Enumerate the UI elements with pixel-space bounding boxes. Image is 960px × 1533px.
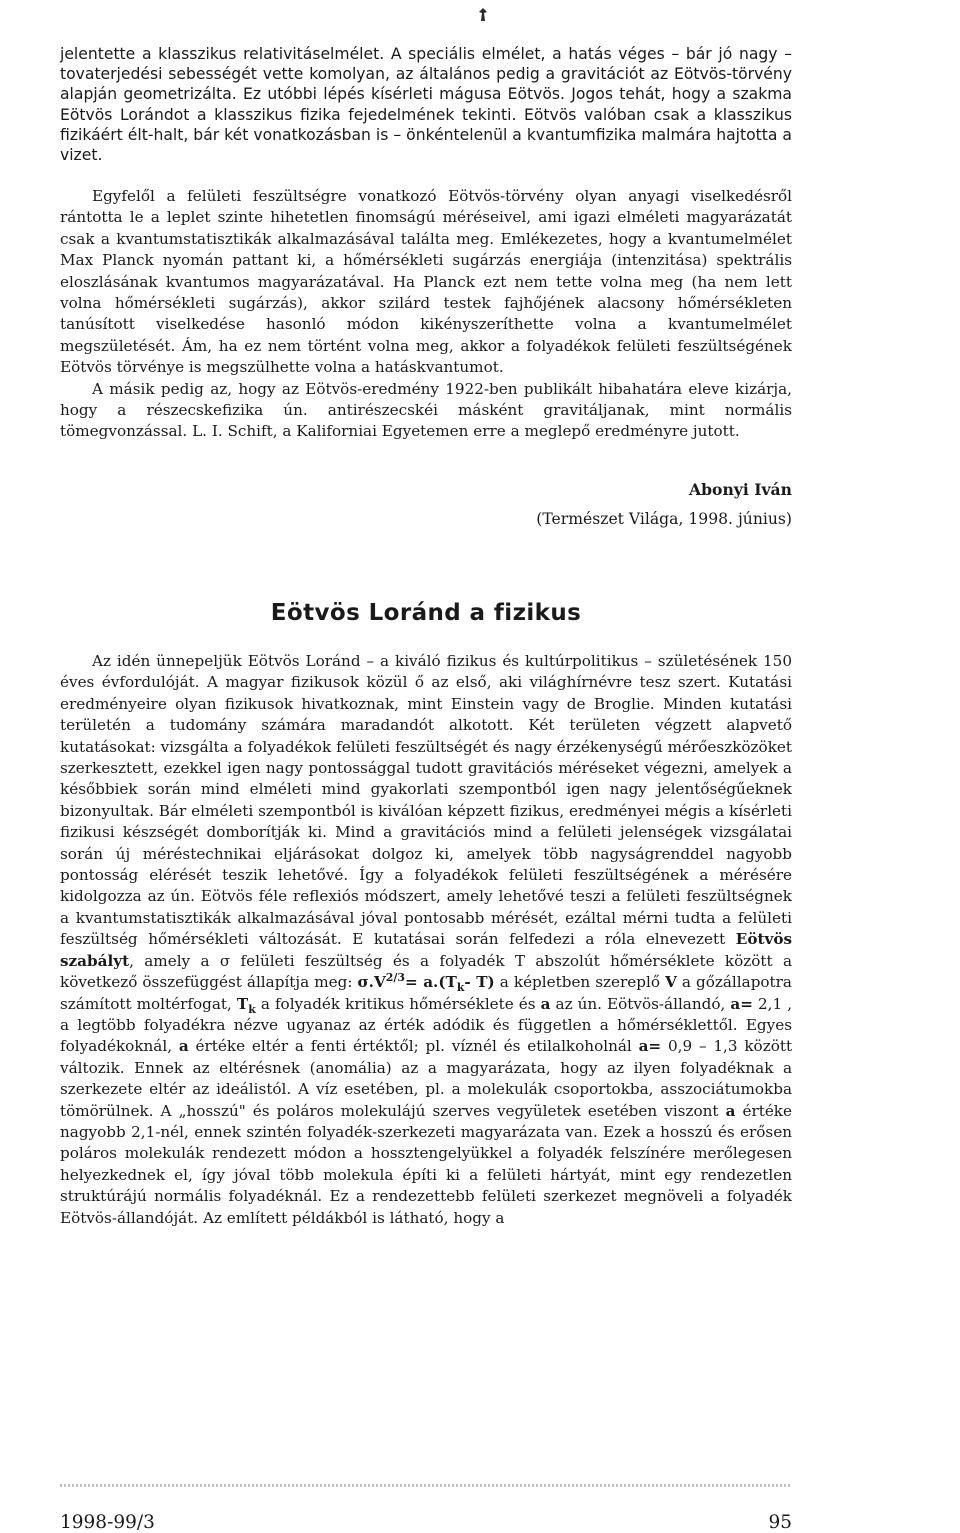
article2-text: a képletben szereplő xyxy=(499,973,661,992)
sigma-symbol: σ xyxy=(219,951,231,970)
footer-divider xyxy=(60,1484,792,1487)
footer-issue: 1998-99/3 xyxy=(60,1512,155,1533)
symbol-a: a xyxy=(540,994,551,1013)
article2-text: felületi feszültség és a folyadék T abszolút hőmérséklete között a következő összefüggést állapítja meg: xyxy=(60,951,793,992)
article2-text: az ún. Eötvös-állandó, xyxy=(555,994,726,1013)
article1-author: Abonyi Iván xyxy=(689,480,792,499)
article2-paragraph-1 xyxy=(60,651,792,1229)
article2-text: a folyadék kritikus hőmérséklete és xyxy=(260,994,536,1013)
article1-paragraph-1: Egyfelől a felületi feszültségre vonatkozó Eötvös-törvény olyan anyagi viselkedésről rántotta le a leplet szinte hihetetlen finomságú méréseivel, ami igazi elméleti magyarázatát csak a kvantumstatisztikák alkalmazásával találta meg. Emlékezetes, hogy a kvantumelmélet Max Planck nyomán pattant ki, a hőmérsékleti sugárzás energiája (intenzitása) spektrális eloszlásának kvantumos magyarázatával. Ha Planck ezt nem tette volna meg (ha nem lett volna hőmérsékleti sugárzás), akkor szilárd testek fajhőjének alacsony hőmérsékleten tanúsított viselkedése hasonló módon kikényszeríthette volna a kvantumelmélet megszületését. Ám, ha ez nem történt volna meg, akkor a folyadékok felületi feszültségének Eötvös törvénye is megszülhette volna a hatáskvantumot. xyxy=(60,187,792,377)
symbol-tk-sub: k xyxy=(248,1002,256,1016)
article1-source: (Természet Világa, 1998. június) xyxy=(536,510,792,528)
symbol-a: a xyxy=(178,1037,189,1056)
article1-intro-block xyxy=(60,44,792,165)
article2-text: 2,1 , a legtöbb folyadékra nézve ugyanaz az érték adódik és független a hőmérséklettől. Egyes folyadékoknál, xyxy=(60,994,793,1056)
symbol-a-equals: a= xyxy=(638,1037,662,1056)
article2-body xyxy=(60,651,792,1229)
footer-page-number: 95 xyxy=(768,1512,792,1533)
formula-exponent: 2/3 xyxy=(385,971,405,985)
article1-paragraph-2: A másik pedig az, hogy az Eötvös-eredmény 1922-ben publikált hibahatára eleve kizárja, hogy a részecskefizika ún. antirészecskéi másként gravitáljanak, mint normális tömegvonzással. L. I. Schift, a Kaliforniai Egyetemen erre a meglepő eredményre jutott. xyxy=(60,379,792,441)
eotvos-formula xyxy=(357,971,495,995)
article2-text: 0,9 – 1,3 között változik. Ennek az eltérésnek (anomália) az a magyarázata, hogy az ilyen folyadéknak a szerkezete eltér az ideálistól. A víz esetében, pl. a molekulák csoportokba, asszociátumokba tömörülnek. A „hosszú" és poláros molekulájú szerves vegyületek esetében viszont xyxy=(60,1037,793,1120)
formula-subscript: k xyxy=(456,981,465,995)
article2-text: a gőzállapotra számított moltérfogat, xyxy=(60,973,792,1013)
article2-text: értéke nagyobb 2,1-nél, ennek szintén folyadék-szerkezeti magyarázata van. Ezek a hosszú és erősen poláros molekulák rendezett módon a hossztengelyükkel a folyadék felszínére merőlegesen helyezkednek el, így jóval több molekula építi ki a felületi hártyát, mint egy rendezetlen struktúrájú normális folyadéknál. Ez a rendezettebb felületi szerkezet megnöveli a folyadék Eötvös-állandóját. Az említett példákból is látható, hogy a xyxy=(60,1101,792,1227)
eotvos-rule-term: Eötvös szabályt xyxy=(60,930,793,970)
formula-mid: = a.(T xyxy=(404,973,457,992)
symbol-v: V xyxy=(665,973,677,992)
formula-end: - T) xyxy=(464,973,495,992)
article1-body xyxy=(60,186,792,443)
article2-text: értéke eltér a fenti értéktől; pl. víznél és etilalkoholnál xyxy=(195,1037,632,1056)
ink-mark-icon xyxy=(477,7,489,23)
article2-text: Az idén ünnepeljük Eötvös Loránd – a kiváló fizikus és kultúrpolitikus – születésének 150 éves évfordulóját. A magyar fizikusok közül ő az első, aki világhírnévre tesz szert. Kutatási eredményeire olyan fizikusok hivatkoznak, mint Einstein vagy de Broglie. Minden kutatási területén a tudomány számára maradandót alkotott. Két területen végzett alapvető kutatásokat: vizsgálta a folyadékok felületi feszültségét és nagy érzékenységű mérőeszközöket szerkesztett, ezekkel igen nagy pontossággal tudott gravitációs méréseket végezni, amelyek a későbbiek során mind elméleti mind gyakorlati szempontból igen nagy jelentőségűeknek bizonyultak. Bár elméleti szempontból is kiválóan képzett fizikus, eredményei mégis a kísérleti fizikusi készségét domborítják ki. Mind a gravitációs mind a felületi jelenségek vizsgálatai során új méréstechnikai eljárásokat dolgoz ki, amelyek több nagyságrenddel nagyobb pontosság elérését teszik lehetővé. Így a folyadékok felületi feszültségének a mérésére kidolgozza az ún. Eötvös féle reflexiós módszert, amely lehetővé teszi a felületi feszültségnek a kvantumstatisztikák alkalmazásával jóval pontosabb mérését, ezáltal mérni tudta a felületi feszültség hőmérsékleti változását. E kutatásai során felfedezi a róla elnevezett xyxy=(60,652,792,949)
formula-lhs: σ.V xyxy=(357,973,386,992)
article1-intro-paragraph: jelentette a klasszikus relativitáselmélet. A speciális elmélet, a hatás véges – bár jó nagy – tovaterjedési sebességét vette komolyan, az általános pedig a gravitációt az Eötvös-törvény alapján geometrizálta. Ez utóbbi lépés kísérleti mágusa Eötvös. Jogos tehát, hogy a szakma Eötvös Lorándot a klasszikus fizika fejedelmének tekinti. Eötvös valóban csak a klasszikus fizikáért élt-halt, bár két vonatkozásban is – önkéntelenül a kvantumfizika malmára hajtotta a vizet. xyxy=(60,45,792,165)
symbol-tk xyxy=(236,994,256,1016)
article2-text: , amely a xyxy=(129,951,210,970)
article2-title: Eötvös Loránd a fizikus xyxy=(270,600,582,626)
symbol-tk-base: T xyxy=(236,994,249,1013)
symbol-a-equals: a= xyxy=(730,994,753,1013)
symbol-a: a xyxy=(725,1101,736,1120)
